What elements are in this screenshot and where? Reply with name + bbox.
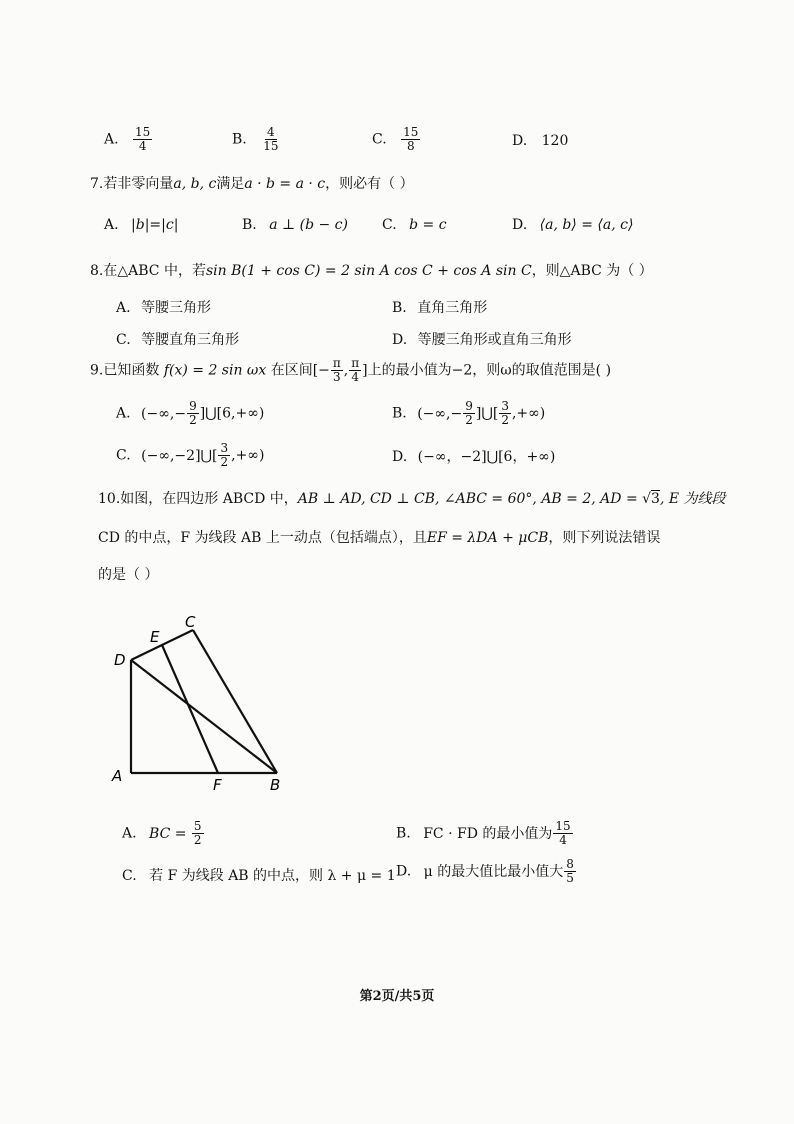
label-d: D: [114, 651, 126, 669]
page-footer: 第2页/共5页: [359, 989, 435, 1004]
label-b: B: [270, 776, 281, 794]
q9-option-c: C. (−∞,−2]⋃[ $\frac{3}{2}$ ,+∞): [116, 441, 265, 469]
q7-option-b: B. a ⊥ (b − c): [242, 217, 348, 233]
q7-stem: 7.若非零向量a, b, c满足a · b = a · c，则必有（ ）: [90, 176, 414, 192]
label-e: E: [150, 628, 160, 646]
q6-option-b: B. $\frac{4}{15}$: [232, 125, 279, 153]
q7-option-c: C. b = c: [382, 217, 447, 233]
segment-bc: [193, 630, 277, 773]
q10-stem-line3: 的是（ ）: [98, 567, 159, 583]
q8-option-d: D. 等腰三角形或直角三角形: [392, 332, 572, 348]
q7-option-d: D. ⟨a, b⟩ = ⟨a, c⟩: [512, 217, 634, 233]
q10-option-b: B. FC · FD 的最小值为 $\frac{15}{4}$: [396, 819, 571, 847]
q6-option-c: C. $\frac{15}{8}$: [372, 125, 419, 153]
q9-option-d: D. (−∞，−2]⋃[6，+∞): [392, 449, 556, 465]
label-f: F: [213, 776, 222, 794]
segment-ef: [162, 645, 218, 773]
q10-option-c: C. 若 F 为线段 AB 的中点，则 λ + μ = 1: [122, 868, 396, 884]
q8-option-b: B. 直角三角形: [392, 300, 488, 316]
quadrilateral-figure: [100, 605, 300, 805]
q9-option-b: B. (−∞,− $\frac{9}{2}$ ]⋃[ $\frac{3}{2}$ ,+∞): [392, 399, 546, 427]
q8-option-a: A. 等腰三角形: [116, 300, 212, 316]
label-c: C: [185, 613, 196, 631]
q9-stem: 9.已知函数 f(x) = 2 sin ωx 在区间[− $\frac{\pi}{3}$ , $\frac{\pi}{4}$ ]上的最小值为−2，则ω的取值范围是( ): [90, 356, 612, 384]
label-a: A: [112, 767, 123, 785]
q6-option-a: A. $\frac{15}{4}$: [104, 125, 151, 153]
q10-option-a: A. BC = $\frac{5}{2}$: [122, 819, 202, 847]
q8-stem: 8.在△ABC 中，若sin B(1 + cos C) = 2 sin A cos C + cos A sin C，则△ABC 为（ ）: [90, 263, 653, 279]
q6-option-d: D. 120: [512, 133, 569, 149]
q10-option-d: D. μ 的最大值比最小值大 $\frac{8}{5}$: [396, 857, 574, 885]
q8-option-c: C. 等腰直角三角形: [116, 332, 240, 348]
q9-option-a: A. (−∞,− $\frac{9}{2}$ ]⋃[6,+∞): [116, 399, 265, 427]
segment-db: [131, 660, 277, 773]
q10-stem-line1: 10.如图，在四边形 ABCD 中，AB ⊥ AD, CD ⊥ CB, ∠ABC = 60°, AB = 2, AD = √3, E 为线段: [98, 491, 726, 507]
q7-option-a: A. |b|=|c|: [104, 217, 179, 233]
q10-stem-line2: CD 的中点，F 为线段 AB 上一动点（包括端点），且EF = λDA + μCB，则下列说法错误: [98, 530, 661, 546]
